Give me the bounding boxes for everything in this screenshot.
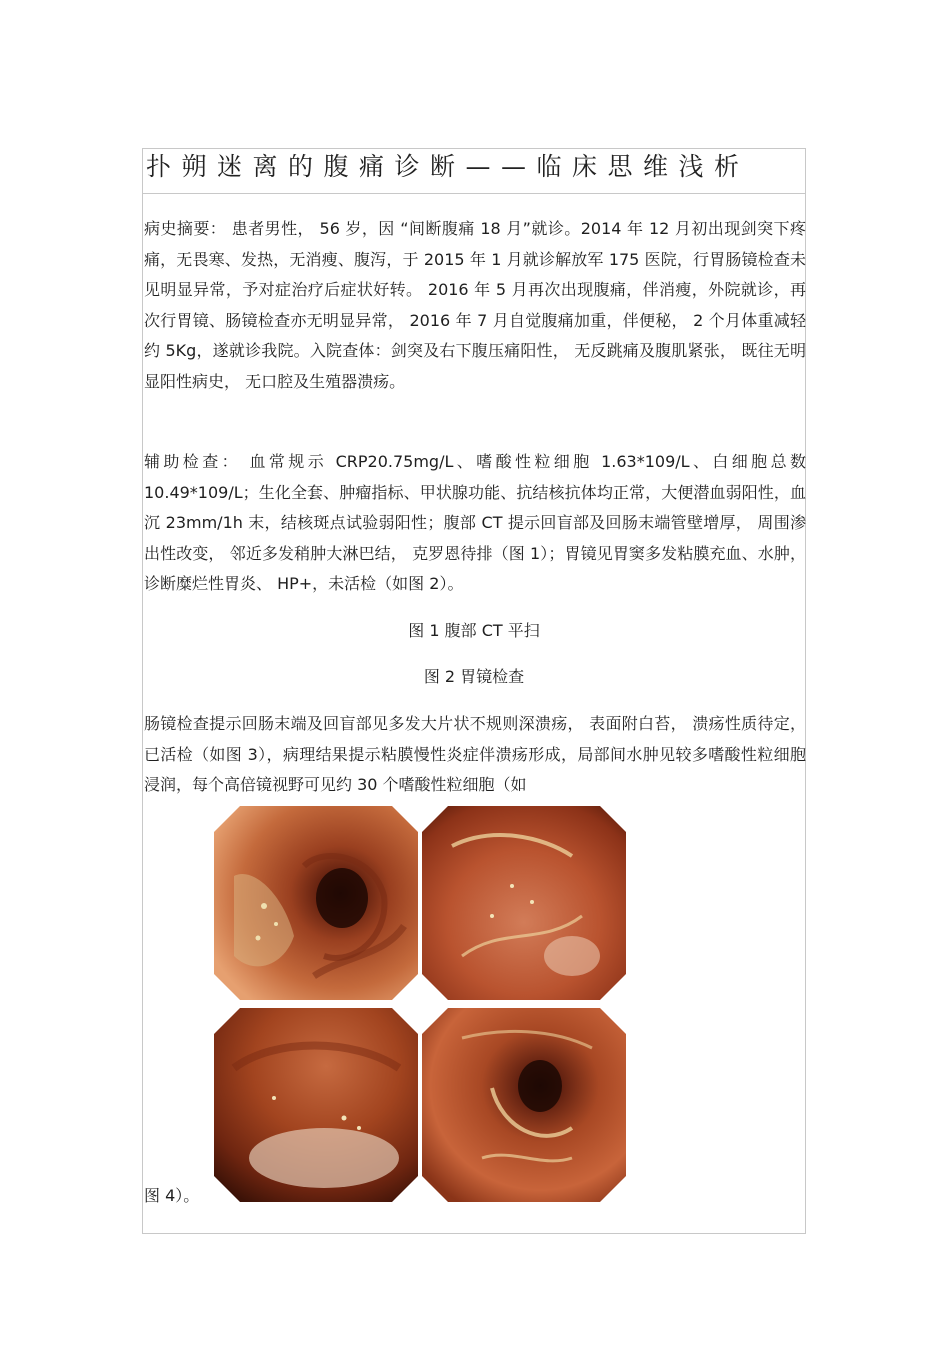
figure-1-caption: 图 1 腹部 CT 平扫 <box>408 621 540 640</box>
title-rule <box>142 193 806 194</box>
endoscopy-image-grid <box>214 806 626 1202</box>
endoscopy-image-2 <box>422 806 626 1000</box>
endoscopy-image-4 <box>422 1008 626 1202</box>
auxiliary-exam: 辅助检查： 血常规示 CRP20.75mg/L、嗜酸性粒细胞 1.63*109/L、白细胞总数 10.49*109/L；生化全套、肿瘤指标、甲状腺功能、抗结核抗体均正常，大便潜血弱阳性，血沉 23mm/1h 末，结核斑点试验弱阳性；腹部 CT 提示回盲部及回肠末端管壁增厚， 周围渗出性改变， 邻近多发稍肿大淋巴结， 克罗恩待排（图 1）；胃镜见胃窦多发粘膜充血、水肿，诊断糜烂性胃炎、 HP+，未活检（如图 2）。 <box>144 452 806 593</box>
endoscopy-image-1 <box>214 806 418 1000</box>
history-summary: 病史摘要： 患者男性， 56 岁，因 “间断腹痛 18 月”就诊。2014 年 12 月初出现剑突下疼痛，无畏寒、发热，无消瘦、腹泻，于 2015 年 1 月就诊解放军 175 医院，行胃肠镜检查未见明显异常，予对症治疗后症状好转。 2016 年 5 月再次出现腹痛，伴消瘦，外院就诊，再次行胃镜、肠镜检查亦无明显异常， 2016 年 7 月自觉腹痛加重，伴便秘， 2 个月体重减轻约 5Kg，遂就诊我院。入院查体：剑突及右下腹压痛阳性， 无反跳痛及腹肌紧张， 既往无明显阳性病史， 无口腔及生殖器溃疡。 <box>144 219 806 391</box>
colonoscopy-tail: 图 4）。 <box>144 1186 200 1205</box>
figure-2-caption: 图 2 胃镜检查 <box>423 667 525 686</box>
document-title: 扑朔迷离的腹痛诊断——临床思维浅析 <box>146 152 750 181</box>
endoscopy-image-3 <box>214 1008 418 1202</box>
colonoscopy-findings: 肠镜检查提示回肠末端及回盲部见多发大片状不规则深溃疡， 表面附白苔， 溃疡性质待定，已活检（如图 3），病理结果提示粘膜慢性炎症伴溃疡形成，局部间水肿见较多嗜酸性粒细胞浸润，每个高倍镜视野可见约 30 个嗜酸性粒细胞（如 <box>144 714 806 794</box>
